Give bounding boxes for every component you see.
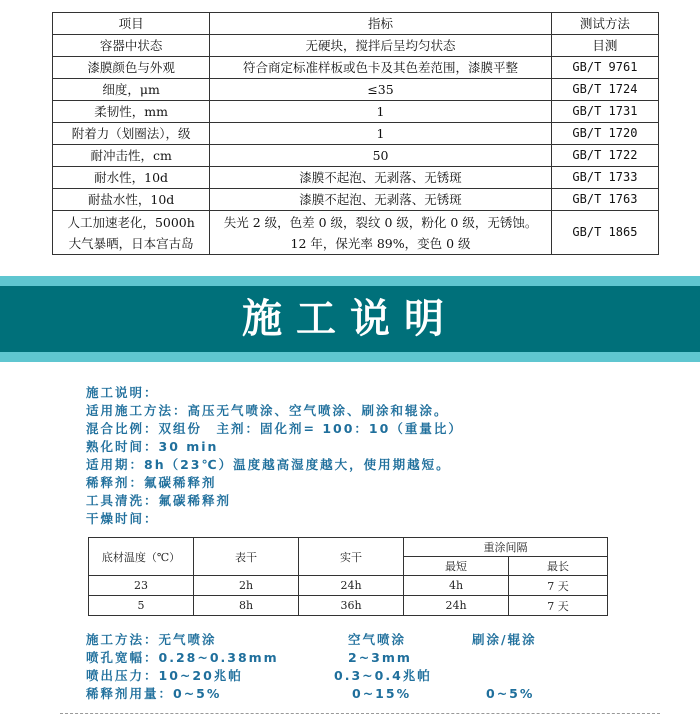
methods-label: 施工方法：无气喷涂 — [86, 632, 217, 647]
table-row — [89, 596, 608, 616]
table-row — [53, 189, 659, 211]
spec-item: 耐水性，10d — [53, 167, 210, 189]
spec-value: 无硬块，搅拌后呈均匀状态 — [210, 35, 552, 57]
header-test-method: 测试方法 — [551, 13, 658, 35]
table-row — [53, 101, 659, 123]
spec-method: 目测 — [551, 35, 658, 57]
instruction-line: 稀释剂：氟碳稀释剂 — [86, 475, 217, 490]
pressure-label: 喷出压力：10~20兆帕 — [86, 668, 243, 683]
cell-min: 4h — [404, 576, 509, 596]
table-row — [53, 79, 659, 101]
cell-surface-dry: 8h — [194, 596, 299, 616]
header-substrate-temp: 底材温度（℃） — [89, 538, 194, 576]
aging-value-line2: 12 年，保光率 89%，变色 0 级 — [290, 235, 471, 251]
spec-value: 1 — [210, 101, 552, 123]
spec-method: GB/T 1720 — [551, 123, 658, 145]
cell-hard-dry: 24h — [299, 576, 404, 596]
cell-temp: 5 — [89, 596, 194, 616]
spec-method: GB/T 1731 — [551, 101, 658, 123]
instruction-line: 熟化时间：30 min — [86, 439, 219, 454]
header-surface-dry: 表干 — [194, 538, 299, 576]
method-brush: 刷涂/辊涂 — [472, 632, 537, 647]
spec-value: 漆膜不起泡、无剥落、无锈斑 — [210, 189, 552, 211]
spec-value: 50 — [210, 145, 552, 167]
nozzle-label: 喷孔宽幅：0.28~0.38mm — [86, 650, 279, 665]
pressure-row — [86, 667, 686, 685]
spec-table — [52, 12, 659, 255]
nozzle-air: 2~3mm — [348, 650, 412, 665]
spec-method: GB/T 1724 — [551, 79, 658, 101]
instruction-line: 适用施工方法：高压无气喷涂、空气喷涂、刷涂和辊涂。 — [86, 403, 449, 418]
table-row — [53, 57, 659, 79]
spec-method: GB/T 1865 — [551, 211, 658, 255]
instruction-line: 适用期：8h（23℃）温度越高湿度越大，使用期越短。 — [86, 457, 451, 472]
spec-method: GB/T 1722 — [551, 145, 658, 167]
cell-max: 7 天 — [509, 596, 608, 616]
spec-item: 耐冲击性，cm — [53, 145, 210, 167]
spec-method: GB/T 1763 — [551, 189, 658, 211]
spec-value: ≤35 — [210, 79, 552, 101]
table-row — [53, 167, 659, 189]
header-item: 项目 — [53, 13, 210, 35]
spec-value: 符合商定标准样板或色卡及其色差范围，漆膜平整 — [210, 57, 552, 79]
header-recoat-interval: 重涂间隔 — [404, 538, 608, 557]
instruction-line: 干燥时间： — [86, 511, 159, 526]
table-row-aging — [53, 211, 659, 255]
table-row — [53, 123, 659, 145]
spec-item: 细度，μm — [53, 79, 210, 101]
thinner-air: 0~15% — [352, 686, 412, 701]
drying-table — [88, 537, 608, 616]
application-block — [86, 631, 686, 703]
spec-item: 漆膜颜色与外观 — [53, 57, 210, 79]
methods-row — [86, 631, 686, 649]
table-row — [53, 145, 659, 167]
instruction-line: 施工说明： — [86, 385, 159, 400]
aging-item-line1: 人工加速老化，5000h — [67, 214, 195, 230]
nozzle-row — [86, 649, 686, 667]
instruction-line: 混合比例：双组份 主剂：固化剂= 100：10（重量比） — [86, 421, 463, 436]
spec-table-header — [53, 13, 659, 35]
spec-item: 容器中状态 — [53, 35, 210, 57]
cell-hard-dry: 36h — [299, 596, 404, 616]
dashed-divider — [60, 713, 660, 714]
header-max: 最长 — [509, 557, 608, 576]
banner-title: 施工说明 — [242, 296, 458, 342]
cell-surface-dry: 2h — [194, 576, 299, 596]
spec-item: 附着力（划圈法），级 — [53, 123, 210, 145]
thinner-row — [86, 685, 686, 703]
thinner-label: 稀释剂用量：0~5% — [86, 686, 222, 701]
spec-item: 耐盐水性，10d — [53, 189, 210, 211]
pressure-air: 0.3~0.4兆帕 — [334, 668, 432, 683]
cell-temp: 23 — [89, 576, 194, 596]
drying-header-row — [89, 538, 608, 557]
header-min: 最短 — [404, 557, 509, 576]
cell-min: 24h — [404, 596, 509, 616]
spec-value — [210, 211, 552, 255]
thinner-brush: 0~5% — [486, 686, 535, 701]
spec-value: 1 — [210, 123, 552, 145]
spec-method: GB/T 1733 — [551, 167, 658, 189]
header-hard-dry: 实干 — [299, 538, 404, 576]
table-row — [89, 576, 608, 596]
method-air: 空气喷涂 — [348, 632, 407, 647]
instruction-line: 工具清洗：氟碳稀释剂 — [86, 493, 232, 508]
instructions-block — [86, 384, 666, 528]
spec-method: GB/T 9761 — [551, 57, 658, 79]
cell-max: 7 天 — [509, 576, 608, 596]
spec-value: 漆膜不起泡、无剥落、无锈斑 — [210, 167, 552, 189]
aging-item-line2: 大气暴晒，日本宫古岛 — [68, 235, 194, 251]
spec-item — [53, 211, 210, 255]
aging-value-line1: 失光 2 级，色差 0 级，裂纹 0 级，粉化 0 级，无锈蚀。 — [223, 214, 538, 230]
header-indicator: 指标 — [210, 13, 552, 35]
table-row — [53, 35, 659, 57]
spec-item: 柔韧性，mm — [53, 101, 210, 123]
